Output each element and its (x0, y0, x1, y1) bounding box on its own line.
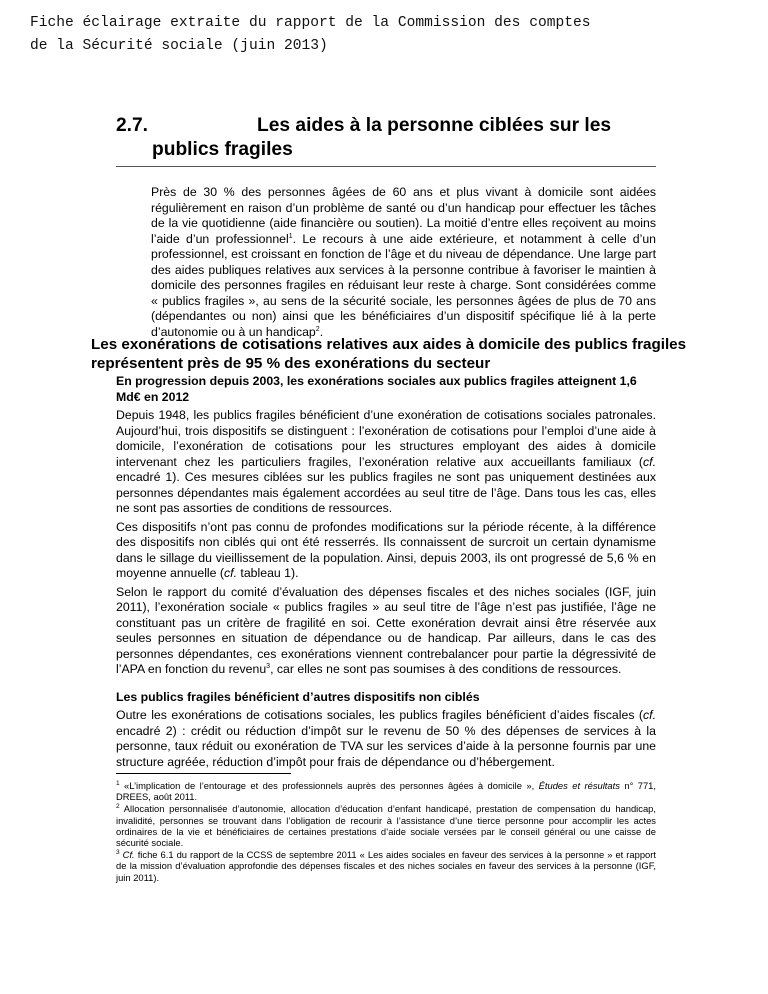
header-line-1: Fiche éclairage extraite du rapport de la Commission des comptes (30, 15, 591, 31)
section-title (116, 114, 656, 167)
paragraph-1: Depuis 1948, les publics fragiles bénéficient d’une exonération de cotisations sociales patronales. Aujourd’hui, trois dispositifs se distinguent : l’exonération de cotisations pour l’emploi d’une aide à domicile, l’exonération de cotisations pour les structures employant des aides à domicile intervenant chez les particuliers fragiles, l’exonération relative aux accueillants familiaux (cf. encadré 1). Ces mesures ciblées sur les publics fragiles ne sont pas uniquement destinées aux personnes dépendantes mais également accordées au seul titre de l’âge. Dans tous les cas, elles ne sont pas assorties de conditions de ressources. (116, 408, 656, 515)
paragraph-2: Ces dispositifs n’ont pas connu de profondes modifications sur la période récente, à la différence des dispositifs non ciblés qui ont été resserrés. Ils connaissent de surcroit un certain dynamisme dans le sillage du vieillissement de la population. Ainsi, depuis 2003, ils ont progressé de 5,6 % en moyenne annuelle (cf. tableau 1). (116, 519, 656, 580)
section-body (116, 374, 656, 773)
footnote-ref-3[interactable]: 3 (266, 662, 271, 670)
subheading-exonerations: En progression depuis 2003, les exonérations sociales aux publics fragiles atteignent 1,6 Md€ en 2012 (116, 374, 637, 404)
intro-paragraph: Près de 30 % des personnes âgées de 60 ans et plus vivant à domicile sont aidées régulièrement en raison d’un problème de santé ou d’un handicap pour effectuer les tâches de la vie quotidienne (aide financière ou soutien). La moitié d’entre elles reçoivent au moins l’aide d’un professionnel$^1$. Le recours à une aide extérieure, et notamment à celle d’un professionnel, est croissant en fonction de l’âge et du niveau de dépendance. Une large part des aides publiques relatives aux services à la personne contribue à favoriser le maintien à domicile des personnes fragiles en réduisant leur reste à charge. Sont considérées comme « publics fragiles », au sens de la sécurité sociale, les personnes âgées de plus de 70 ans (dépendantes ou non) ainsi que les bénéficiaires d’un dispositif spécifique lié à la perte d’autonomie ou à un handicap$^2$. (151, 185, 656, 339)
paragraph-4: Outre les exonérations de cotisations sociales, les publics fragiles bénéficient d’aides fiscales (cf. encadré 2) : crédit ou réduction d’impôt sur le revenu de 50 % des dépenses de services à la personne, taux réduit ou exonération de TVA sur les services d’aide à la personne fournis par une structure agréée, réduction d’impôt pour frais de dépendance ou d’hébergement. (116, 708, 656, 769)
paragraph-3: Selon le rapport du comité d’évaluation des dépenses fiscales et des niches sociales (IGF, juin 2011), l’exonération sociale « publics fragiles » au seul titre de l’âge n’est pas justifiée, l’âge ne constituant pas un critère de fragilité en soi. Cette exonération devrait ainsi être réservée aux seules personnes en situation de dépendance ou de handicap. Par ailleurs, dans le cas des personnes dépendantes, ces exonérations viennent contrebalancer pour partie la dégressivité de l’APA en fonction du revenu$^3$, car elles ne sont pas soumises à des conditions de ressources. (116, 584, 656, 676)
title-line-1: Les aides à la personne ciblées sur les (257, 115, 612, 136)
header-line-2: de la Sécurité sociale (juin 2013) (30, 38, 328, 54)
footnote-ref-2[interactable]: 2 (315, 325, 320, 333)
document-header-note (30, 12, 750, 58)
footnote-1: $^1$ «L’implication de l’entourage et des professionnels auprès des personnes âgées à domicile », Études et résultats n° 771, DREES, août 2011. (116, 779, 656, 803)
footnote-separator (116, 773, 291, 774)
footnote-3: $^3$ Cf. fiche 6.1 du rapport de la CCSS de septembre 2011 « Les aides sociales en faveur des services à la personne » et rapport de la mission d’évaluation approfondie des dépenses fiscales et des niches sociales en faveur des services à la personne (IGF, juin 2011). (116, 849, 656, 883)
subheading-other-schemes: Les publics fragiles bénéficient d’autres dispositifs non ciblés (116, 689, 480, 704)
footnote-2: $^2$ Allocation personnalisée d’autonomie, allocation d’éducation d’enfant handicapé, prestation de compensation du handicap, invalidité, personnes se trouvant dans l’obligation de recourir à l’assistance d’une tierce personne pour accomplir les actes ordinaires de la vie et bénéficiaires de certaines prestations d’aide sociale versées par le conseil général ou une caisse de sécurité sociale. (116, 803, 656, 849)
footnote-ref-1[interactable]: 1 (288, 232, 293, 240)
footnotes (116, 780, 656, 884)
title-line-2: publics fragiles (152, 139, 293, 160)
section-heading: Les exonérations de cotisations relatives aux aides à domicile des publics fragiles représentent près de 95 % des exonérations du secteur (91, 336, 687, 372)
section-number: 2.7. (116, 115, 149, 136)
